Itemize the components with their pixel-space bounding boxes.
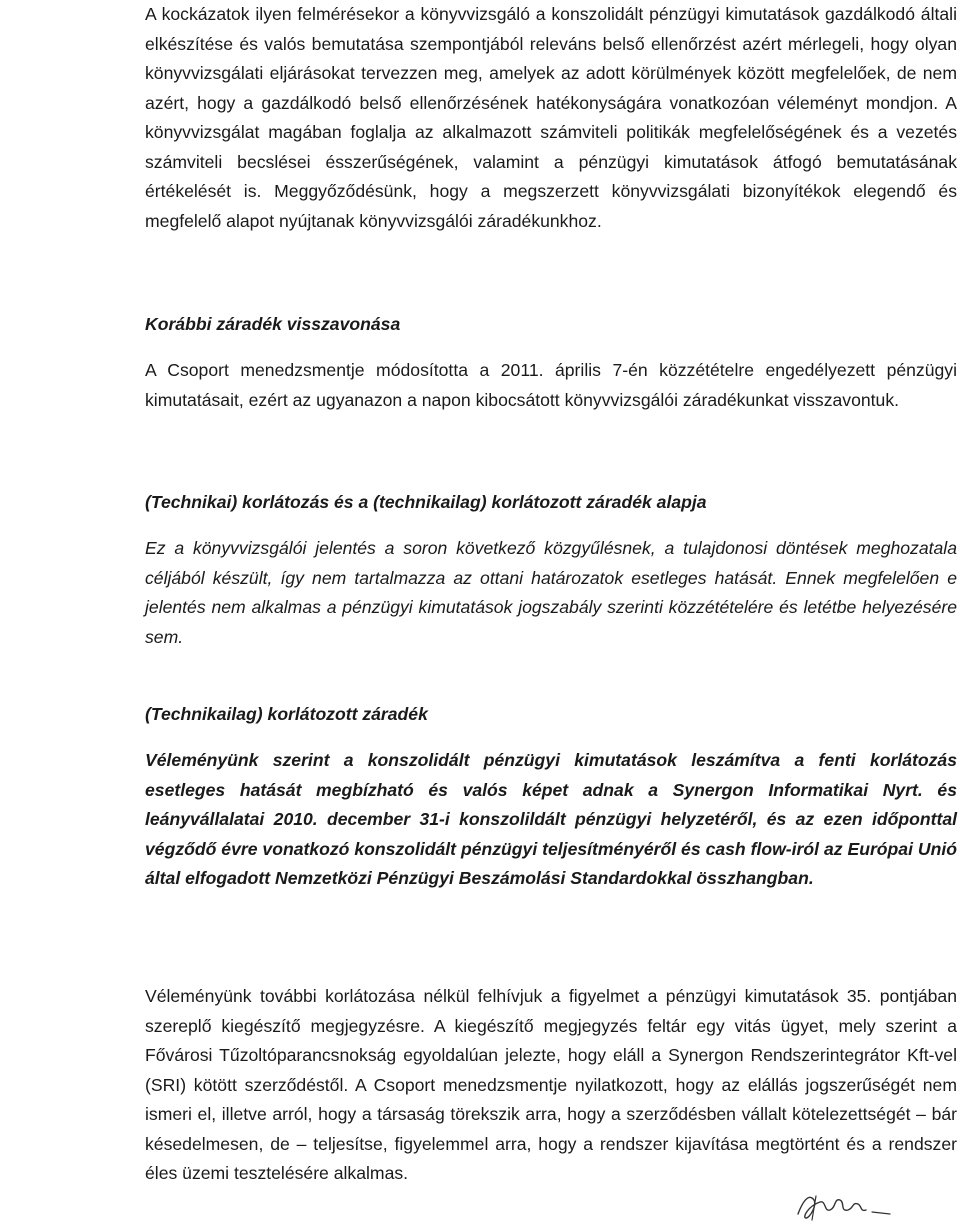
qualified-opinion-paragraph: Véleményünk szerint a konszolidált pénzügyi kimutatások leszámítva a fenti korlátozás esetleges hatását megbízható és valós képet adnak a Synergon Informatikai Nyrt. és leányvállalatai 2010. december 31-i konszolildált pénzügyi helyzetéről, és az ezen időponttal végződő évre vonatkozó konszolidált pénzügyi teljesítményéről és cash flow-iról az Európai Unió által elfogadott Nemzetközi Pénzügyi Beszámolási Standardokkal összhangban. bbox=[145, 750, 957, 888]
restriction-basis-paragraph: Ez a könyvvizsgálói jelentés a soron következő közgyűlésnek, a tulajdonosi döntések meghozatala céljából készült, így nem tartalmazza az ottani határozatok esetleges hatását. Ennek megfelelően e jelentés nem alkalmas a pénzügyi kimutatások jogszabály szerinti közzétételére és letétbe helyezésére sem. bbox=[145, 538, 957, 647]
intro-paragraph: A kockázatok ilyen felmérésekor a könyvvizsgáló a konszolidált pénzügyi kimutatások gazdálkodó általi elkészítése és valós bemutatása szempontjából releváns belső ellenőrzést azért mérlegeli, hogy olyan könyvvizsgálati eljárásokat tervezzen meg, amelyek az adott körülmények között megfelelőek, de nem azért, hogy a gazdálkodó belső ellenőrzésének hatékonyságára vonatkozóan véleményt mondjon. A könyvvizsgálat magában foglalja az alkalmazott számviteli politikák megfelelőségének és a vezetés számviteli becslései ésszerűségének, valamint a pénzügyi kimutatások átfogó bemutatásának értékelését is. Meggyőződésünk, hogy a megszerzett könyvvizsgálati bizonyítékok elegendő és megfelelő alapot nyújtanak könyvvizsgálói záradékunkhoz. bbox=[145, 4, 957, 231]
qualified-opinion-heading: (Technikailag) korlátozott záradék bbox=[145, 704, 428, 724]
restriction-basis-heading: (Technikai) korlátozás és a (technikailag) korlátozott záradék alapja bbox=[145, 492, 707, 512]
prior-withdrawal-paragraph: A Csoport menedzsmentje módosította a 2011. április 7-én közzétételre engedélyezett pénzügyi kimutatásait, ezért az ugyanazon a napon kibocsátott könyvvizsgálói záradékunkat visszavontuk. bbox=[145, 360, 957, 410]
handwritten-signature-icon bbox=[790, 1188, 900, 1224]
emphasis-of-matter-paragraph: Véleményünk további korlátozása nélkül felhívjuk a figyelmet a pénzügyi kimutatások 35. pontjában szereplő kiegészítő megjegyzésre. A kiegészítő megjegyzés feltár egy vitás ügyet, mely szerint a Fővárosi Tűzoltóparancsnokság egyoldalúan jelezte, hogy eláll a Synergon Rendszerintegrátor Kft-vel (SRI) kötött szerződéstől. A Csoport menedzsmentje nyilatkozott, hogy az elállás jogszerűségét nem ismeri el, illetve arról, hogy a társaság törekszik arra, hogy a szerződésben vállalt kötelezettségét – bár késedelmesen, de – teljesítse, figyelemmel arra, hogy a rendszer kijavítása megtörtént és a rendszer éles üzemi tesztelésére alkalmas. bbox=[145, 986, 957, 1183]
prior-withdrawal-heading: Korábbi záradék visszavonása bbox=[145, 314, 401, 334]
